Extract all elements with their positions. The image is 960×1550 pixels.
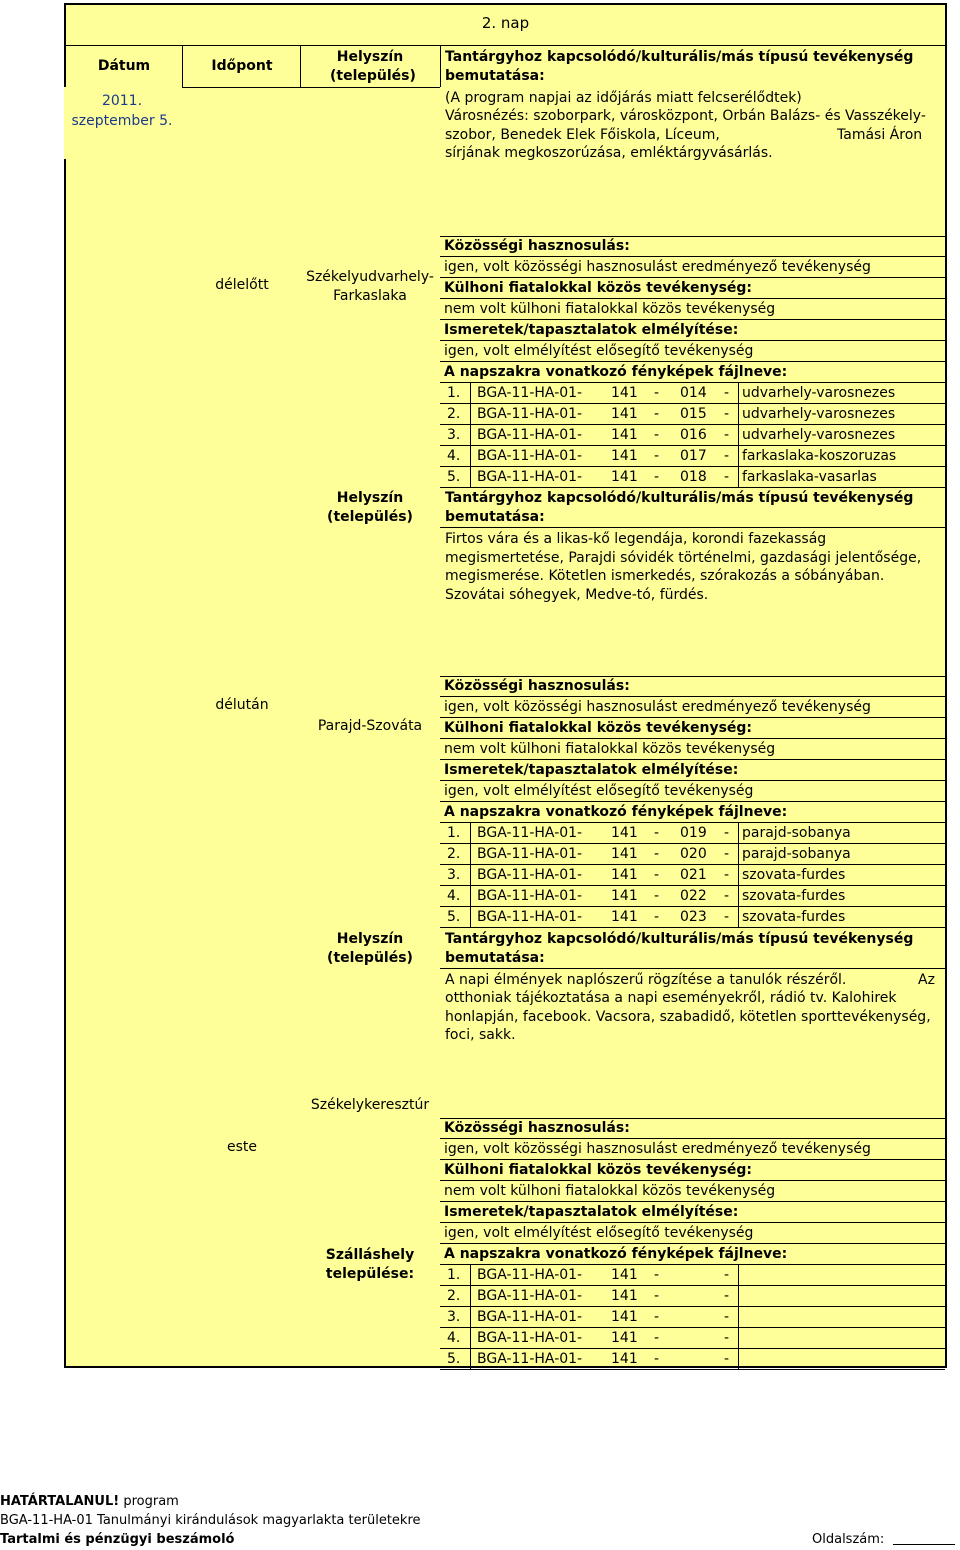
- date-value: 2011. szeptember 5.: [71, 93, 173, 129]
- file-sequence: 022: [680, 888, 707, 904]
- file-sequence: 021: [680, 867, 707, 883]
- file-name: szovata-furdes: [742, 867, 846, 883]
- place-afternoon: Parajd-Szováta: [317, 718, 423, 734]
- file-number: 141: [611, 448, 638, 464]
- period-afternoon: délután: [215, 697, 269, 713]
- file-col-divider: [470, 383, 471, 404]
- title-divider: [64, 45, 947, 46]
- file-dash: -: [654, 825, 660, 841]
- detail-community: Közösségi hasznosulás:: [440, 1118, 945, 1139]
- place-morning: Székelyudvarhely-Farkaslaka: [306, 269, 434, 304]
- file-index: 2.: [447, 406, 461, 422]
- file-dash: -: [724, 1288, 730, 1304]
- file-index: 3.: [447, 867, 461, 883]
- file-code: BGA-11-HA-01-: [477, 469, 583, 485]
- desc-line-3: megismerése. Kötetlen ismerkedés, szórakozás a sóbányában.: [445, 568, 885, 584]
- desc-line-2: otthoniak tájékoztatása a napi eseményekről, rádió tv. Kalohirek: [445, 990, 897, 1006]
- file-col-divider: [738, 823, 739, 844]
- file-dash: -: [724, 888, 730, 904]
- file-dash: -: [654, 1351, 660, 1367]
- file-number: 141: [611, 385, 638, 401]
- file-dash: -: [724, 1267, 730, 1283]
- intro-line-2: Városnézés: szoborpark, városközpont, Orbán Balázs- és Vasszékely-: [445, 108, 926, 124]
- file-index: 4.: [447, 448, 461, 464]
- file-dash: -: [724, 385, 730, 401]
- activity-divider: [440, 527, 945, 528]
- footer-line-1: [0, 1492, 179, 1511]
- file-number: 141: [611, 469, 638, 485]
- file-index: 5.: [447, 909, 461, 925]
- detail-abroad-val: nem volt külhoni fiatalokkal közös tevékenység: [440, 1181, 945, 1202]
- file-col-divider: [738, 1286, 739, 1307]
- file-sequence: 023: [680, 909, 707, 925]
- file-code: BGA-11-HA-01-: [477, 1309, 583, 1325]
- desc-line-1-tail: Az: [918, 972, 935, 988]
- file-dash: -: [654, 846, 660, 862]
- file-number: 141: [611, 825, 638, 841]
- detail-community-val: igen, volt közösségi hasznosulást eredményező tevékenység: [440, 697, 945, 718]
- file-index: 4.: [447, 1330, 461, 1346]
- detail-community: Közösségi hasznosulás:: [440, 236, 945, 257]
- file-name: parajd-sobanya: [742, 825, 851, 841]
- file-code: BGA-11-HA-01-: [477, 825, 583, 841]
- file-dash: -: [654, 469, 660, 485]
- file-col-divider: [738, 844, 739, 865]
- file-dash: -: [724, 448, 730, 464]
- col-divider: [182, 45, 183, 87]
- file-code: BGA-11-HA-01-: [477, 427, 583, 443]
- file-code: BGA-11-HA-01-: [477, 846, 583, 862]
- file-number: 141: [611, 406, 638, 422]
- file-col-divider: [738, 446, 739, 467]
- file-dash: -: [654, 1330, 660, 1346]
- file-dash: -: [724, 1351, 730, 1367]
- detail-deepen: Ismeretek/tapasztalatok elmélyítése:: [440, 760, 945, 781]
- file-name: szovata-furdes: [742, 888, 846, 904]
- detail-abroad: Külhoni fiatalokkal közös tevékenység:: [440, 278, 945, 299]
- file-col-divider: [738, 404, 739, 425]
- period-morning: délelőtt: [215, 277, 269, 293]
- file-col-divider: [738, 1307, 739, 1328]
- file-code: BGA-11-HA-01-: [477, 1267, 583, 1283]
- file-index: 1.: [447, 385, 461, 401]
- file-dash: -: [654, 1309, 660, 1325]
- period-evening: este: [226, 1139, 257, 1155]
- header-activity: Tantárgyhoz kapcsolódó/kulturális/más típusú tevékenység bemutatása:: [445, 49, 914, 84]
- file-index: 4.: [447, 888, 461, 904]
- file-sequence: 018: [680, 469, 707, 485]
- file-col-divider: [470, 425, 471, 446]
- file-code: BGA-11-HA-01-: [477, 448, 583, 464]
- file-dash: -: [654, 909, 660, 925]
- file-name: farkaslaka-koszoruzas: [742, 448, 897, 464]
- file-dash: -: [724, 1309, 730, 1325]
- activity-label-morning-next: Tantárgyhoz kapcsolódó/kulturális/más típusú tevékenység bemutatása:: [445, 490, 914, 525]
- file-col-divider: [738, 1349, 739, 1370]
- file-dash: -: [654, 427, 660, 443]
- file-dash: -: [654, 406, 660, 422]
- file-sequence: 017: [680, 448, 707, 464]
- file-number: 141: [611, 1309, 638, 1325]
- file-dash: -: [724, 469, 730, 485]
- footer-brand-suffix: program: [119, 1494, 179, 1509]
- file-number: 141: [611, 1330, 638, 1346]
- place-label-afternoon-next: Helyszín (település): [327, 931, 413, 966]
- file-sequence: 019: [680, 825, 707, 841]
- detail-abroad: Külhoni fiatalokkal közös tevékenység:: [440, 718, 945, 739]
- page-number-label: Oldalszám:: [812, 1532, 885, 1547]
- file-name: udvarhely-varosnezes: [742, 427, 896, 443]
- file-code: BGA-11-HA-01-: [477, 1351, 583, 1367]
- file-col-divider: [470, 1265, 471, 1286]
- file-col-divider: [470, 1307, 471, 1328]
- file-sequence: 014: [680, 385, 707, 401]
- file-index: 2.: [447, 846, 461, 862]
- file-col-divider: [738, 383, 739, 404]
- file-name: farkaslaka-vasarlas: [742, 469, 877, 485]
- file-col-divider: [470, 1328, 471, 1349]
- file-dash: -: [724, 1330, 730, 1346]
- file-dash: -: [724, 867, 730, 883]
- file-number: 141: [611, 1351, 638, 1367]
- file-dash: -: [654, 1267, 660, 1283]
- file-sequence: 020: [680, 846, 707, 862]
- desc-line-2: megismertetése, Parajdi sóvidék történelmi, gazdasági jelentősége,: [445, 550, 922, 566]
- file-col-divider: [470, 907, 471, 928]
- detail-abroad: Külhoni fiatalokkal közös tevékenység:: [440, 1160, 945, 1181]
- detail-community-val: igen, volt közösségi hasznosulást eredményező tevékenység: [440, 257, 945, 278]
- file-code: BGA-11-HA-01-: [477, 385, 583, 401]
- footer-line-3: Tartalmi és pénzügyi beszámoló: [0, 1532, 235, 1547]
- file-index: 5.: [447, 469, 461, 485]
- file-number: 141: [611, 867, 638, 883]
- file-index: 5.: [447, 1351, 461, 1367]
- file-col-divider: [738, 467, 739, 488]
- file-number: 141: [611, 1267, 638, 1283]
- header-time: Időpont: [211, 58, 273, 74]
- desc-line-1: A napi élmények naplószerű rögzítése a tanulók részéről.: [445, 972, 847, 988]
- file-sequence: 015: [680, 406, 707, 422]
- intro-line-4: sírjának megkoszorúzása, emléktárgyvásárlás.: [445, 145, 773, 161]
- file-col-divider: [738, 886, 739, 907]
- file-dash: -: [654, 385, 660, 401]
- desc-line-1: Firtos vára és a likas-kő legendája, korondi fazekasság: [445, 531, 827, 547]
- place-label-morning-next: Helyszín (település): [327, 490, 413, 525]
- file-index: 1.: [447, 1267, 461, 1283]
- detail-deepen-val: igen, volt elmélyítést elősegítő tevékenység: [440, 781, 945, 802]
- footer-line-2: BGA-11-HA-01 Tanulmányi kirándulások magyarlakta területekre: [0, 1513, 421, 1528]
- file-name: szovata-furdes: [742, 909, 846, 925]
- detail-deepen-val: igen, volt elmélyítést elősegítő tevékenység: [440, 341, 945, 362]
- file-number: 141: [611, 846, 638, 862]
- file-col-divider: [470, 404, 471, 425]
- activity-label-afternoon-next: Tantárgyhoz kapcsolódó/kulturális/más típusú tevékenység bemutatása:: [445, 931, 914, 966]
- file-number: 141: [611, 427, 638, 443]
- detail-photos: A napszakra vonatkozó fényképek fájlneve:: [440, 1244, 945, 1265]
- detail-photos: A napszakra vonatkozó fényképek fájlneve:: [440, 362, 945, 383]
- activity-divider: [440, 968, 945, 969]
- detail-deepen-val: igen, volt elmélyítést elősegítő tevékenység: [440, 1223, 945, 1244]
- detail-abroad-val: nem volt külhoni fiatalokkal közös tevékenység: [440, 739, 945, 760]
- file-dash: -: [654, 888, 660, 904]
- place-evening: Székelykeresztúr: [310, 1097, 430, 1113]
- file-dash: -: [724, 846, 730, 862]
- file-index: 3.: [447, 427, 461, 443]
- day-title: 2. nap: [481, 14, 530, 32]
- file-name: parajd-sobanya: [742, 846, 851, 862]
- file-dash: -: [724, 909, 730, 925]
- file-col-divider: [470, 446, 471, 467]
- col-divider: [300, 45, 301, 87]
- file-code: BGA-11-HA-01-: [477, 867, 583, 883]
- intro-line-3a: szobor, Benedek Elek Főiskola, Líceum,: [445, 127, 720, 143]
- lodging-label: Szálláshely települése:: [325, 1247, 415, 1282]
- file-name: udvarhely-varosnezes: [742, 385, 896, 401]
- file-dash: -: [654, 1288, 660, 1304]
- file-col-divider: [470, 844, 471, 865]
- header-place: Helyszín (település): [330, 49, 416, 84]
- file-dash: -: [724, 427, 730, 443]
- file-col-divider: [738, 1328, 739, 1349]
- file-index: 3.: [447, 1309, 461, 1325]
- detail-deepen: Ismeretek/tapasztalatok elmélyítése:: [440, 320, 945, 341]
- file-number: 141: [611, 909, 638, 925]
- file-col-divider: [470, 467, 471, 488]
- file-col-divider: [470, 886, 471, 907]
- file-name: udvarhely-varosnezes: [742, 406, 896, 422]
- file-col-divider: [470, 1286, 471, 1307]
- file-number: 141: [611, 888, 638, 904]
- file-dash: -: [724, 406, 730, 422]
- file-code: BGA-11-HA-01-: [477, 1288, 583, 1304]
- file-col-divider: [738, 865, 739, 886]
- file-code: BGA-11-HA-01-: [477, 888, 583, 904]
- detail-deepen: Ismeretek/tapasztalatok elmélyítése:: [440, 1202, 945, 1223]
- file-col-divider: [470, 1349, 471, 1370]
- file-dash: -: [654, 448, 660, 464]
- desc-line-3: honlapján, facebook. Vacsora, szabadidő, kötetlen sporttevékenység,: [445, 1009, 931, 1025]
- col-divider: [440, 45, 441, 87]
- page-number-field: [893, 1544, 955, 1545]
- file-dash: -: [654, 867, 660, 883]
- detail-photos: A napszakra vonatkozó fényképek fájlneve:: [440, 802, 945, 823]
- header-date: Dátum: [97, 58, 151, 74]
- file-col-divider: [470, 823, 471, 844]
- file-col-divider: [738, 1265, 739, 1286]
- intro-line-3b: Tamási Áron: [837, 127, 923, 143]
- file-index: 1.: [447, 825, 461, 841]
- desc-line-4: foci, sakk.: [445, 1027, 516, 1043]
- footer-brand: HATÁRTALANUL!: [0, 1494, 120, 1509]
- file-col-divider: [738, 907, 739, 928]
- file-sequence: 016: [680, 427, 707, 443]
- file-col-divider: [470, 865, 471, 886]
- file-code: BGA-11-HA-01-: [477, 909, 583, 925]
- file-index: 2.: [447, 1288, 461, 1304]
- file-number: 141: [611, 1288, 638, 1304]
- intro-line-1: (A program napjai az időjárás miatt felcserélődtek): [445, 90, 802, 106]
- file-col-divider: [738, 425, 739, 446]
- desc-line-4: Szovátai sóhegyek, Medve-tó, fürdés.: [445, 587, 709, 603]
- detail-abroad-val: nem volt külhoni fiatalokkal közös tevékenység: [440, 299, 945, 320]
- detail-community: Közösségi hasznosulás:: [440, 676, 945, 697]
- detail-community-val: igen, volt közösségi hasznosulást eredményező tevékenység: [440, 1139, 945, 1160]
- file-code: BGA-11-HA-01-: [477, 1330, 583, 1346]
- file-dash: -: [724, 825, 730, 841]
- file-code: BGA-11-HA-01-: [477, 406, 583, 422]
